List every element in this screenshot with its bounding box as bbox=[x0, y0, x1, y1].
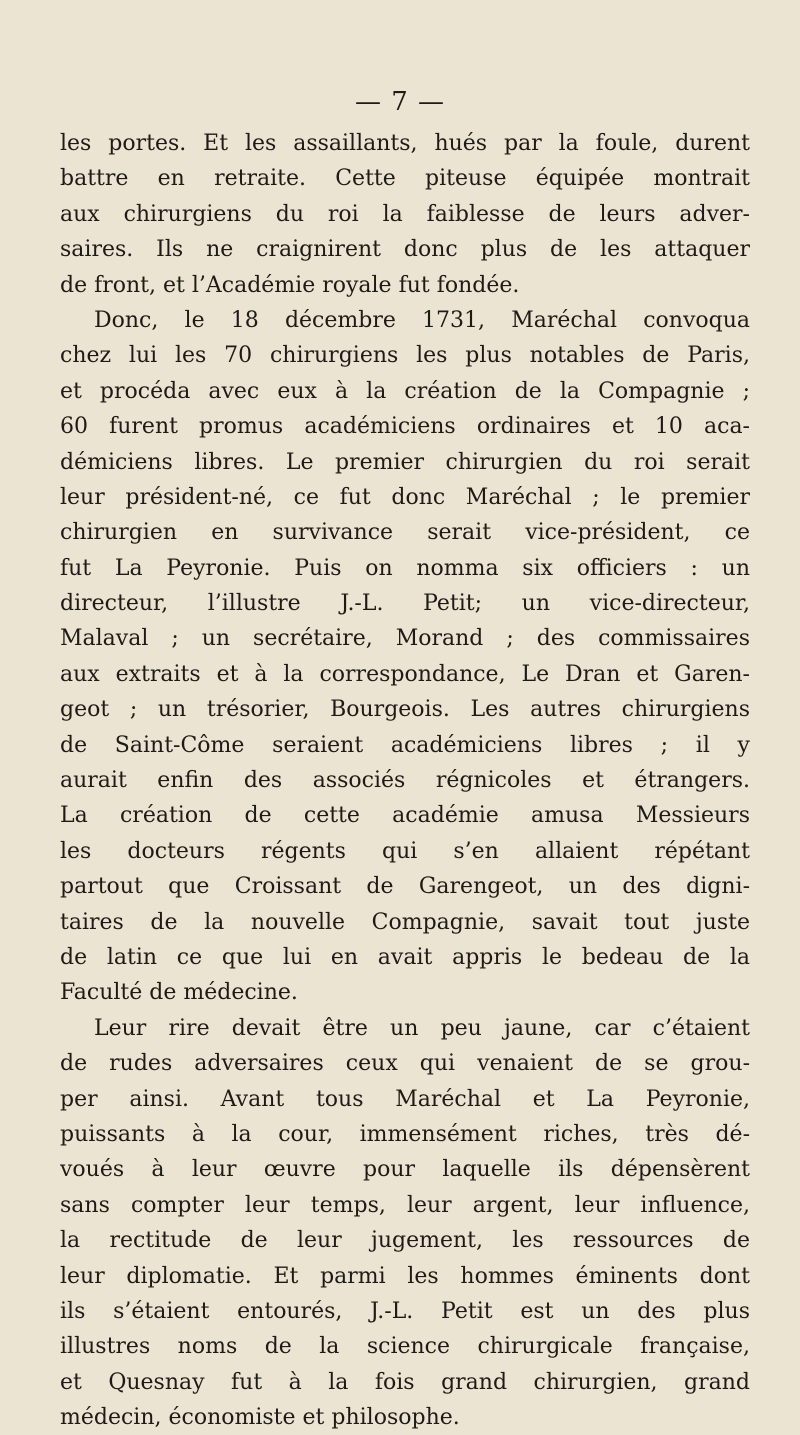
text-line: leur président-né, ce fut donc Maréchal ; le premier bbox=[60, 484, 750, 510]
text-line: aurait enfin des associés régnicoles et étrangers. bbox=[60, 768, 750, 794]
text-line: per ainsi. Avant tous Maréchal et La Peyronie, bbox=[60, 1086, 750, 1112]
text-line: Faculté de médecine. bbox=[60, 980, 298, 1006]
text-line: de Saint-Côme seraient académiciens libres ; il y bbox=[60, 732, 750, 758]
text-line: démiciens libres. Le premier chirurgien du roi serait bbox=[60, 449, 750, 475]
text-line: saires. Ils ne craignirent donc plus de les attaquer bbox=[60, 237, 750, 263]
text-line: Donc, le 18 décembre 1731, Maréchal convoqua bbox=[94, 307, 750, 333]
text-line: illustres noms de la science chirurgicale française, bbox=[60, 1334, 750, 1360]
text-line: chez lui les 70 chirurgiens les plus notables de Paris, bbox=[60, 343, 750, 369]
body-text bbox=[60, 126, 750, 1435]
text-line: battre en retraite. Cette piteuse équipée montrait bbox=[60, 166, 750, 192]
text-line: La création de cette académie amusa Messieurs bbox=[60, 803, 750, 829]
text-line: Malaval ; un secrétaire, Morand ; des commissaires bbox=[60, 626, 750, 652]
text-line: les portes. Et les assaillants, hués par la foule, durent bbox=[60, 131, 750, 156]
text-line: ils s’étaient entourés, J.-L. Petit est un des plus bbox=[60, 1298, 750, 1324]
text-line: aux chirurgiens du roi la faiblesse de leurs adver- bbox=[60, 201, 750, 227]
text-line: chirurgien en survivance serait vice-président, ce bbox=[60, 520, 750, 546]
text-line: médecin, économiste et philosophe. bbox=[60, 1405, 460, 1431]
text-line: geot ; un trésorier, Bourgeois. Les autres chirurgiens bbox=[60, 697, 750, 723]
text-line: sans compter leur temps, leur argent, leur influence, bbox=[60, 1192, 750, 1218]
text-line: aux extraits et à la correspondance, Le Dran et Garen- bbox=[60, 661, 750, 687]
text-line: puissants à la cour, immensément riches, très dé- bbox=[60, 1121, 750, 1147]
text-line: de front, et l’Académie royale fut fondée. bbox=[60, 272, 520, 298]
text-line: et Quesnay fut à la fois grand chirurgien, grand bbox=[60, 1369, 750, 1395]
text-line: Leur rire devait être un peu jaune, car c’étaient bbox=[94, 1015, 750, 1041]
text-line: et procéda avec eux à la création de la Compagnie ; bbox=[60, 378, 750, 404]
page-number: — 7 — bbox=[354, 87, 446, 117]
text-line: de latin ce que lui en avait appris le bedeau de la bbox=[60, 944, 750, 970]
text-line: taires de la nouvelle Compagnie, savait tout juste bbox=[60, 909, 750, 935]
text-line: la rectitude de leur jugement, les ressources de bbox=[60, 1228, 750, 1254]
text-line: de rudes adversaires ceux qui venaient de se grou- bbox=[60, 1051, 750, 1077]
text-line: 60 furent promus académiciens ordinaires et 10 aca- bbox=[60, 414, 750, 440]
text-line: leur diplomatie. Et parmi les hommes éminents dont bbox=[60, 1263, 750, 1289]
text-line: directeur, l’illustre J.-L. Petit; un vice-directeur, bbox=[60, 591, 750, 617]
text-line: voués à leur œuvre pour laquelle ils dépensèrent bbox=[60, 1157, 750, 1183]
text-line: fut La Peyronie. Puis on nomma six officiers : un bbox=[60, 555, 750, 581]
text-line: partout que Croissant de Garengeot, un des digni- bbox=[60, 874, 750, 900]
text-line: les docteurs régents qui s’en allaient répétant bbox=[60, 838, 750, 864]
